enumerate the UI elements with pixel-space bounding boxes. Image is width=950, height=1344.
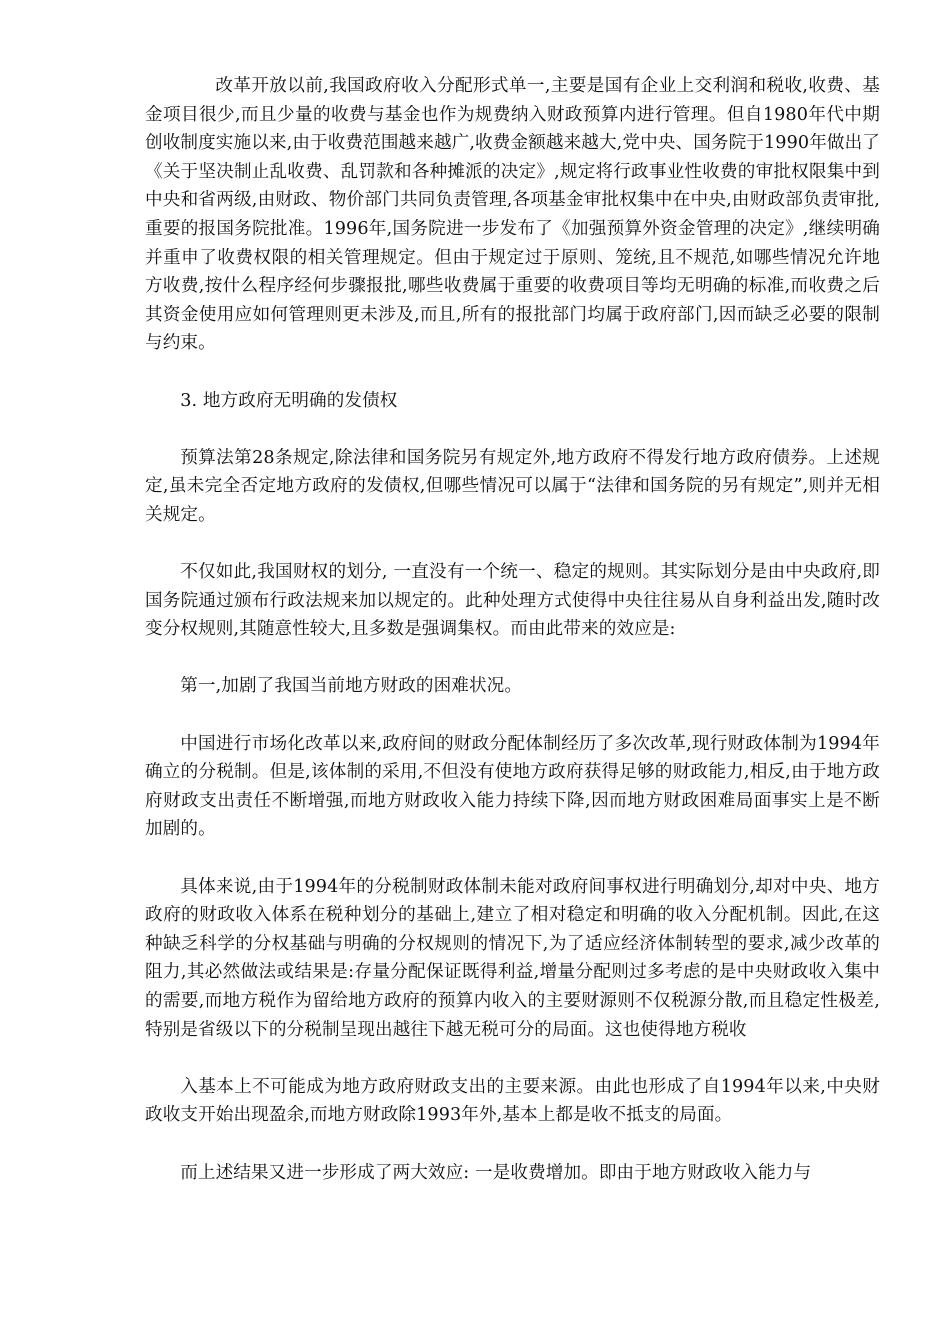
paragraph-budget-law-article-28: 预算法第28条规定,除法律和国务院另有规定外,地方政府不得发行地方政府债券。上述规定,虽未完全否定地方政府的发债权,但哪些情况可以属于“法律和国务院的另有规定”,则并无相关规定。 xyxy=(145,447,880,525)
paragraph-effect-one: 第一,加剧了我国当前地方财政的困难状况。 xyxy=(180,676,523,697)
document-body xyxy=(145,72,880,1216)
paragraph-tax-sharing-details: 具体来说,由于1994年的分税制财政体制未能对政府间事权进行明确划分,却对中央、地方政府的财政收入体系在税种划分的基础上,建立了相对稳定和明确的收入分配机制。因此,在这种缺乏科学的分权基础与明确的分权规则的情况下,为了适应经济体制转型的要求,减少改革的阻力,其必然做法或结果是:存量分配保证既得利益,增量分配则过多考虑的是中央财政收入集中的需要,而地方税作为留给地方政府的预算内收入的主要财源则不仅税源分散,而且稳定性极差,特别是省级以下的分税制呈现出越往下越无税可分的局面。这也使得地方税收 xyxy=(145,876,880,1040)
section-heading-bond-issuance: 3. 地方政府无明确的发债权 xyxy=(180,390,398,411)
paragraph-fiscal-power-division: 不仅如此,我国财权的划分, 一直没有一个统一、稳定的规则。其实际划分是由中央政府,即国务院通过颁布行政法规来加以规定的。此种处理方式使得中央往往易从自身利益出发,随时改变分权规则,其随意性较大,且多数是强调集权。而由此带来的效应是: xyxy=(145,562,880,640)
paragraph-two-effects: 而上述结果又进一步形成了两大效应: 一是收费增加。即由于地方财政收入能力与 xyxy=(180,1162,812,1183)
paragraph-tax-sharing-system: 中国进行市场化改革以来,政府间的财政分配体制经历了多次改革,现行财政体制为1994年确立的分税制。但是,该体制的采用,不但没有使地方政府获得足够的财政能力,相反,由于地方政府财政支出责任不断增强,而地方财政收入能力持续下降,因而地方财政困难局面事实上是不断加剧的。 xyxy=(145,733,880,840)
paragraph-fee-approval-history: 改革开放以前,我国政府收入分配形式单一,主要是国有企业上交利润和税收,收费、基金项目很少,而且少量的收费与基金也作为规费纳入财政预算内进行管理。但自1980年代中期创收制度实施以来,由于收费范围越来越广,收费金额越来越大,党中央、国务院于1990年做出了《关于坚决制止乱收费、乱罚款和各种摊派的决定》,规定将行政事业性收费的审批权限集中到中央和省两级,由财政、物价部门共同负责管理,各项基金审批权集中在中央,由财政部负责审批,重要的报国务院批准。1996年,国务院进一步发布了《加强预算外资金管理的决定》,继续明确并重申了收费权限的相关管理规定。但由于规定过于原则、笼统,且不规范,如哪些情况允许地方收费,按什么程序经何步骤报批,哪些收费属于重要的收费项目等均无明确的标准,而收费之后其资金使用应如何管理则更未涉及,而且,所有的报批部门均属于政府部门,因而缺乏必要的限制与约束。 xyxy=(145,76,880,354)
paragraph-local-revenue: 入基本上不可能成为地方政府财政支出的主要来源。由此也形成了自1994年以来,中央财政收支开始出现盈余,而地方财政除1993年外,基本上都是收不抵支的局面。 xyxy=(145,1076,880,1126)
